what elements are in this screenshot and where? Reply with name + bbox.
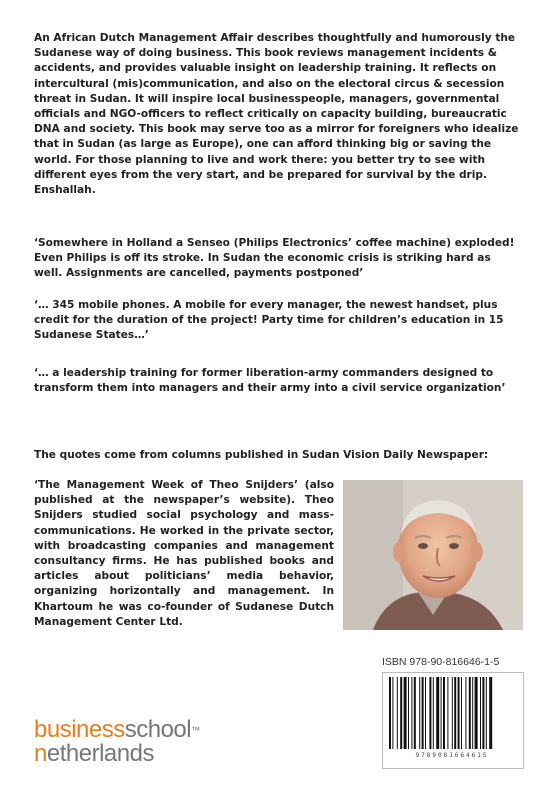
logo-trademark: ™	[191, 725, 200, 735]
barcode-bar	[458, 677, 460, 749]
barcode-bar	[411, 677, 412, 749]
author-bio: ‘The Management Week of Theo Snijders’ (also published at the newspaper’s website). Theo Snijders studied social psychology and mass-communications. He worked in the private sector, with broadcasting companies and management consultancy firms. He has published books and articles about politicians’ media behavior, organizing horizontally and management. In Khartoum he was co-founder of Sudanese Dutch Management Center Ltd.	[34, 479, 334, 628]
barcode-digits: 9789081664615	[415, 752, 489, 759]
logo-line-netherlands	[34, 742, 200, 766]
barcode-bar	[452, 677, 453, 749]
barcode-bar	[392, 677, 393, 749]
author-photo	[343, 480, 523, 630]
bio-intro: The quotes come from columns published in Sudan Vision Daily Newspaper:	[34, 449, 489, 461]
barcode-bar	[422, 677, 424, 749]
barcode-bar	[414, 677, 416, 749]
logo-n: n	[34, 740, 47, 767]
logo-business: business	[34, 716, 125, 743]
barcode-bar	[429, 677, 431, 749]
barcode-bar	[489, 677, 492, 749]
author-portrait-image	[343, 480, 523, 630]
barcode-bar	[454, 677, 456, 749]
barcode-bar	[465, 677, 466, 749]
barcode-bar	[472, 677, 473, 749]
barcode-bar	[433, 677, 434, 749]
barcode-bar	[469, 677, 471, 749]
barcode-bar	[443, 677, 445, 749]
barcode-bar	[436, 677, 439, 749]
barcode-bar	[480, 677, 481, 749]
book-description: An African Dutch Management Affair describes thoughtfully and humorously the Sudanese way of doing business. This book reviews management incidents & accidents, and provides valuable insight on leadership training. It reflects on intercultural (mis)communication, and also on the electoral circus & secession threat in Sudan. It will inspire local businesspeople, managers, governmental officials and NGO-officers to reflect critically on capacity building, bureaucratic DNA and society. This book may serve too as a mirror for foreigners who idealize that in Sudan (as large as Europe), one can afford thinking big or saving the world. For those planning to live and work there: you better try to see with different eyes from the very start, and be prepared for survival by the drip. Enshallah.	[34, 32, 519, 197]
barcode-bar	[408, 677, 409, 749]
barcode-bar	[486, 677, 487, 749]
barcode-bar	[400, 677, 402, 749]
barcode-bar	[419, 677, 420, 749]
quote-senseo: ‘Somewhere in Holland a Senseo (Philips Electronics’ coffee machine) exploded! Even Philips is off its stroke. In Sudan the economic crisis is striking hard as well. Assignments are cancelled, payments postponed’	[34, 237, 515, 280]
barcode-bar	[389, 677, 391, 749]
logo-line-businessschool	[34, 718, 200, 742]
barcode-bar	[397, 677, 398, 749]
logo-school: school	[124, 716, 192, 743]
publisher-logo	[34, 718, 200, 766]
isbn-number: ISBN 978-90-816646-1-5	[382, 656, 500, 668]
logo-etherlands: etherlands	[46, 740, 154, 767]
barcode-bar	[441, 677, 442, 749]
quote-leadership-training: ‘… a leadership training for former liberation-army commanders designed to transform them into managers and their army into a civil service organization’	[34, 367, 506, 395]
barcode-bar	[404, 677, 407, 749]
barcode-bar	[482, 677, 484, 749]
barcode-bars	[383, 673, 523, 753]
barcode-bar	[425, 677, 426, 749]
quote-mobile-phones: ‘… 345 mobile phones. A mobile for every manager, the newest handset, plus credit for the duration of the project! Party time for children’s education in 15 Sudanese States…’	[34, 299, 504, 342]
barcode-bar	[447, 677, 448, 749]
barcode-bar	[461, 677, 462, 749]
barcode-bar	[475, 677, 478, 749]
